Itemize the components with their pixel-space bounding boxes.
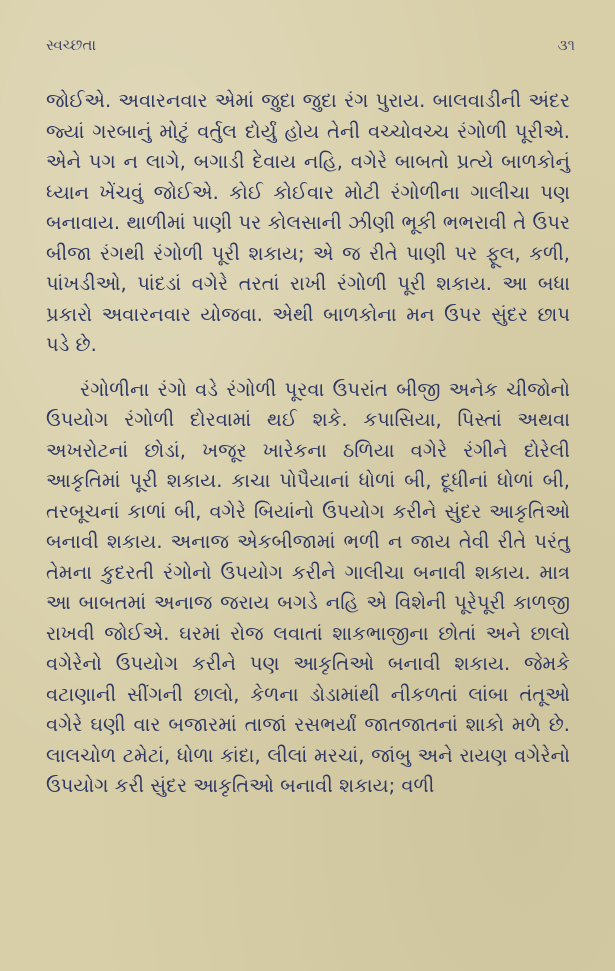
paragraph-1: જોઈએ. અવારનવાર એમાં જુદા જુદા રંગ પુરાય. બાલવાડીની અંદર જ્યાં ગરબાનું મોટું વર્તુલ દોર્યું હોય તેની વચ્ચોવચ્ચ રંગોળી પૂરીએ. એને પગ ન લાગે, બગાડી દેવાય નહિ, વગેરે બાબતો પ્રત્યે બાળકોનું ધ્યાન ખેંચવું જોઈએ. કોઈ કોઈવાર મોટી રંગોળીના ગાલીચા પણ બનાવાય. થાળીમાં પાણી પર કોલસાની ઝીણી ભૂકી ભભરાવી તે ઉપર બીજા રંગથી રંગોળી પૂરી શકાય; એ જ રીતે પાણી પર ફૂલ, કળી, પાંખડીઓ, પાંદડાં વગેરે તરતાં રાખી રંગોળી પૂરી શકાય. આ બધા પ્રકારો અવારનવાર યોજવા. એથી બાળકોના મન ઉપર સુંદર છાપ પડે છે. [46, 89, 570, 356]
page-number: ૩૧ [557, 36, 575, 54]
chapter-title: સ્વચ્છતા [46, 36, 97, 54]
page-body [46, 86, 570, 802]
paragraph-2: રંગોળીના રંગો વડે રંગોળી પૂરવા ઉપરાંત બીજી અનેક ચીજોનો ઉપયોગ રંગોળી દોરવામાં થઈ શકે. કપાસિયા, પિસ્તાં અથવા અખરોટનાં છોડાં, ખજૂર ખારેકના ઠળિયા વગેરે રંગીને દોરેલી આકૃતિમાં પૂરી શકાય. કાચા પોપૈયાનાં ધોળાં બી, દૂધીનાં ધોળાં બી, તરબૂચનાં કાળાં બી, વગેરે બિયાંનો ઉપયોગ કરીને સુંદર આકૃતિઓ બનાવી શકાય. અનાજ એકબીજામાં ભળી ન જાય તેવી રીતે પરંતુ તેમના કુદરતી રંગોનો ઉપયોગ કરીને ગાલીચા બનાવી શકાય. માત્ર આ બાબતમાં અનાજ જરાય બગડે નહિ એ વિશેની પૂરેપૂરી કાળજી રાખવી જોઈએ. ઘરમાં રોજ લવાતાં શાકભાજીના છોતાં અને છાલો વગેરેનો ઉપયોગ કરીને પણ આકૃતિઓ બનાવી શકાય. જેમકે વટાણાની સીંગની છાલો, કેળના ડોડામાંથી નીકળતાં લાંબા તંતૂઓ વગેરે ઘણી વાર બજારમાં તાજાં રસભર્યાં જાતજાતનાં શાકો મળે છે. લાલચોળ ટમેટાં, ધોળા કાંદા, લીલાં મરચાં, જાંબુ અને રાયણ વગેરેનો ઉપયોગ કરી સુંદર આકૃતિઓ બનાવી શકાય; વળી [46, 377, 570, 797]
running-header [46, 33, 575, 57]
